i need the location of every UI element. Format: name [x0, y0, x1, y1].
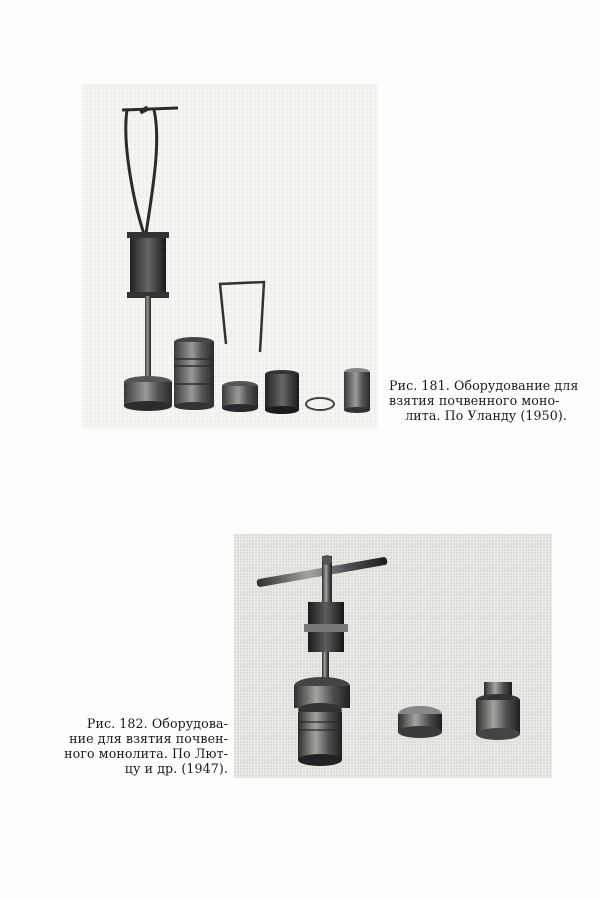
caption-line: Рис. 181. Оборудование для — [389, 378, 579, 393]
caption-line: лита. По Уланду (1950). — [405, 408, 567, 423]
dark-sleeve — [265, 374, 299, 410]
caption-line: Рис. 182. Оборудова- — [86, 716, 228, 731]
caption-line: взятия почвенного моно- — [389, 393, 560, 408]
figure-181-photo — [82, 84, 378, 428]
thin-liner — [344, 372, 370, 410]
figure-182-photo — [234, 534, 552, 778]
caption-line: ного монолита. По Лют- — [64, 746, 228, 761]
caption-line: цу и др. (1947). — [124, 761, 228, 776]
sample-cylinder — [298, 712, 342, 760]
figure-181-caption — [389, 378, 579, 423]
drive-weight — [130, 234, 166, 296]
sample-tube — [174, 342, 214, 406]
figure-182-caption — [60, 716, 228, 776]
rod — [145, 296, 151, 380]
caption-line: ние для взятия почвен- — [69, 731, 228, 746]
